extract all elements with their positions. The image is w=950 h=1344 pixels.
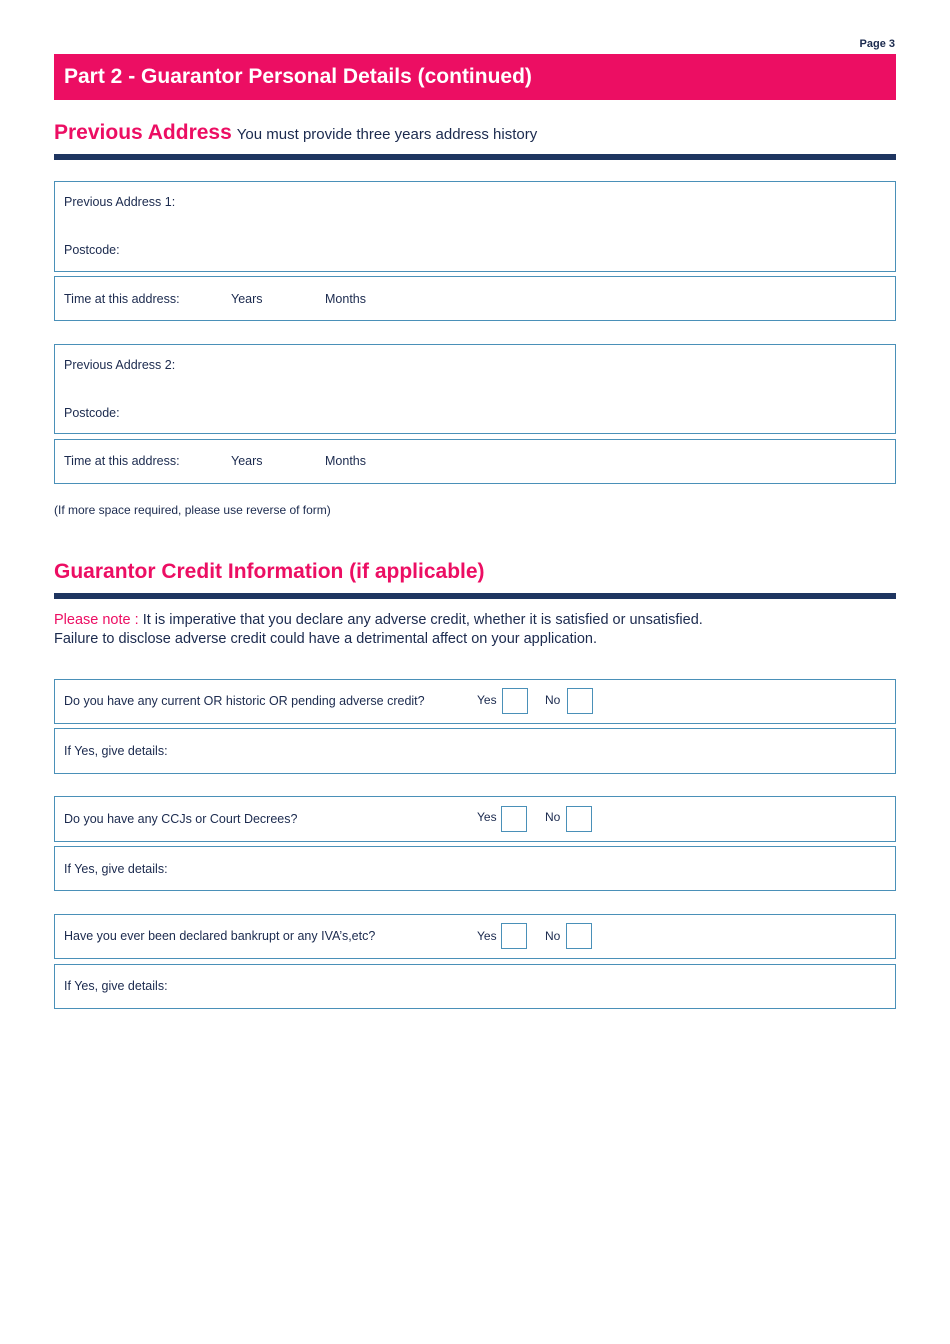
page-number: Page 3 [859, 38, 895, 50]
details-field[interactable] [54, 728, 896, 774]
postcode-1-label: Postcode: [64, 243, 120, 257]
yes-checkbox[interactable] [501, 806, 527, 832]
yes-label: Yes [477, 810, 497, 824]
years-1-label: Years [231, 292, 263, 306]
more-space-note: (If more space required, please use reverse of form) [54, 503, 331, 517]
months-1-label: Months [325, 292, 366, 306]
credit-note-line-1 [54, 611, 896, 630]
credit-note [54, 611, 896, 649]
credit-note-text-1: It is imperative that you declare any adverse credit, whether it is satisfied or unsatisfied. [142, 612, 703, 628]
no-checkbox[interactable] [566, 923, 592, 949]
yes-label: Yes [477, 693, 497, 707]
section-divider [54, 154, 896, 160]
no-label: No [545, 693, 561, 707]
section-divider [54, 593, 896, 599]
yes-checkbox[interactable] [502, 688, 528, 714]
previous-address-title: Previous Address [54, 121, 232, 144]
no-checkbox[interactable] [566, 806, 592, 832]
question-label: Do you have any CCJs or Court Decrees? [64, 812, 298, 826]
no-label: No [545, 810, 561, 824]
part-banner-title: Part 2 - Guarantor Personal Details (continued) [64, 65, 532, 88]
credit-heading [54, 560, 896, 584]
postcode-2-label: Postcode: [64, 406, 120, 420]
years-2-label: Years [231, 454, 263, 468]
details-label: If Yes, give details: [64, 862, 168, 876]
no-label: No [545, 929, 561, 943]
previous-address-1-box[interactable] [54, 181, 896, 272]
previous-address-subtitle: You must provide three years address history [236, 126, 538, 143]
question-label: Have you ever been declared bankrupt or any IVA’s,etc? [64, 929, 376, 943]
previous-address-heading [54, 121, 896, 145]
months-2-label: Months [325, 454, 366, 468]
credit-title: Guarantor Credit Information (if applicable) [54, 560, 485, 583]
question-row [54, 914, 896, 959]
question-row [54, 679, 896, 724]
no-checkbox[interactable] [567, 688, 593, 714]
previous-address-1-label: Previous Address 1: [64, 195, 176, 209]
yes-label: Yes [477, 929, 497, 943]
time-at-address-1-label: Time at this address: [64, 292, 180, 306]
part-banner [54, 54, 896, 100]
previous-address-2-label: Previous Address 2: [64, 358, 176, 372]
details-field[interactable] [54, 846, 896, 891]
time-at-address-2-box[interactable] [54, 439, 896, 484]
time-at-address-2-label: Time at this address: [64, 454, 180, 468]
please-note-label: Please note : [54, 612, 139, 628]
question-label: Do you have any current OR historic OR pending adverse credit? [64, 694, 425, 708]
previous-address-2-box[interactable] [54, 344, 896, 434]
time-at-address-1-box[interactable] [54, 276, 896, 321]
details-field[interactable] [54, 964, 896, 1009]
yes-checkbox[interactable] [501, 923, 527, 949]
question-row [54, 796, 896, 842]
credit-note-text-2: Failure to disclose adverse credit could have a detrimental affect on your application. [54, 631, 597, 647]
details-label: If Yes, give details: [64, 979, 168, 993]
details-label: If Yes, give details: [64, 744, 168, 758]
